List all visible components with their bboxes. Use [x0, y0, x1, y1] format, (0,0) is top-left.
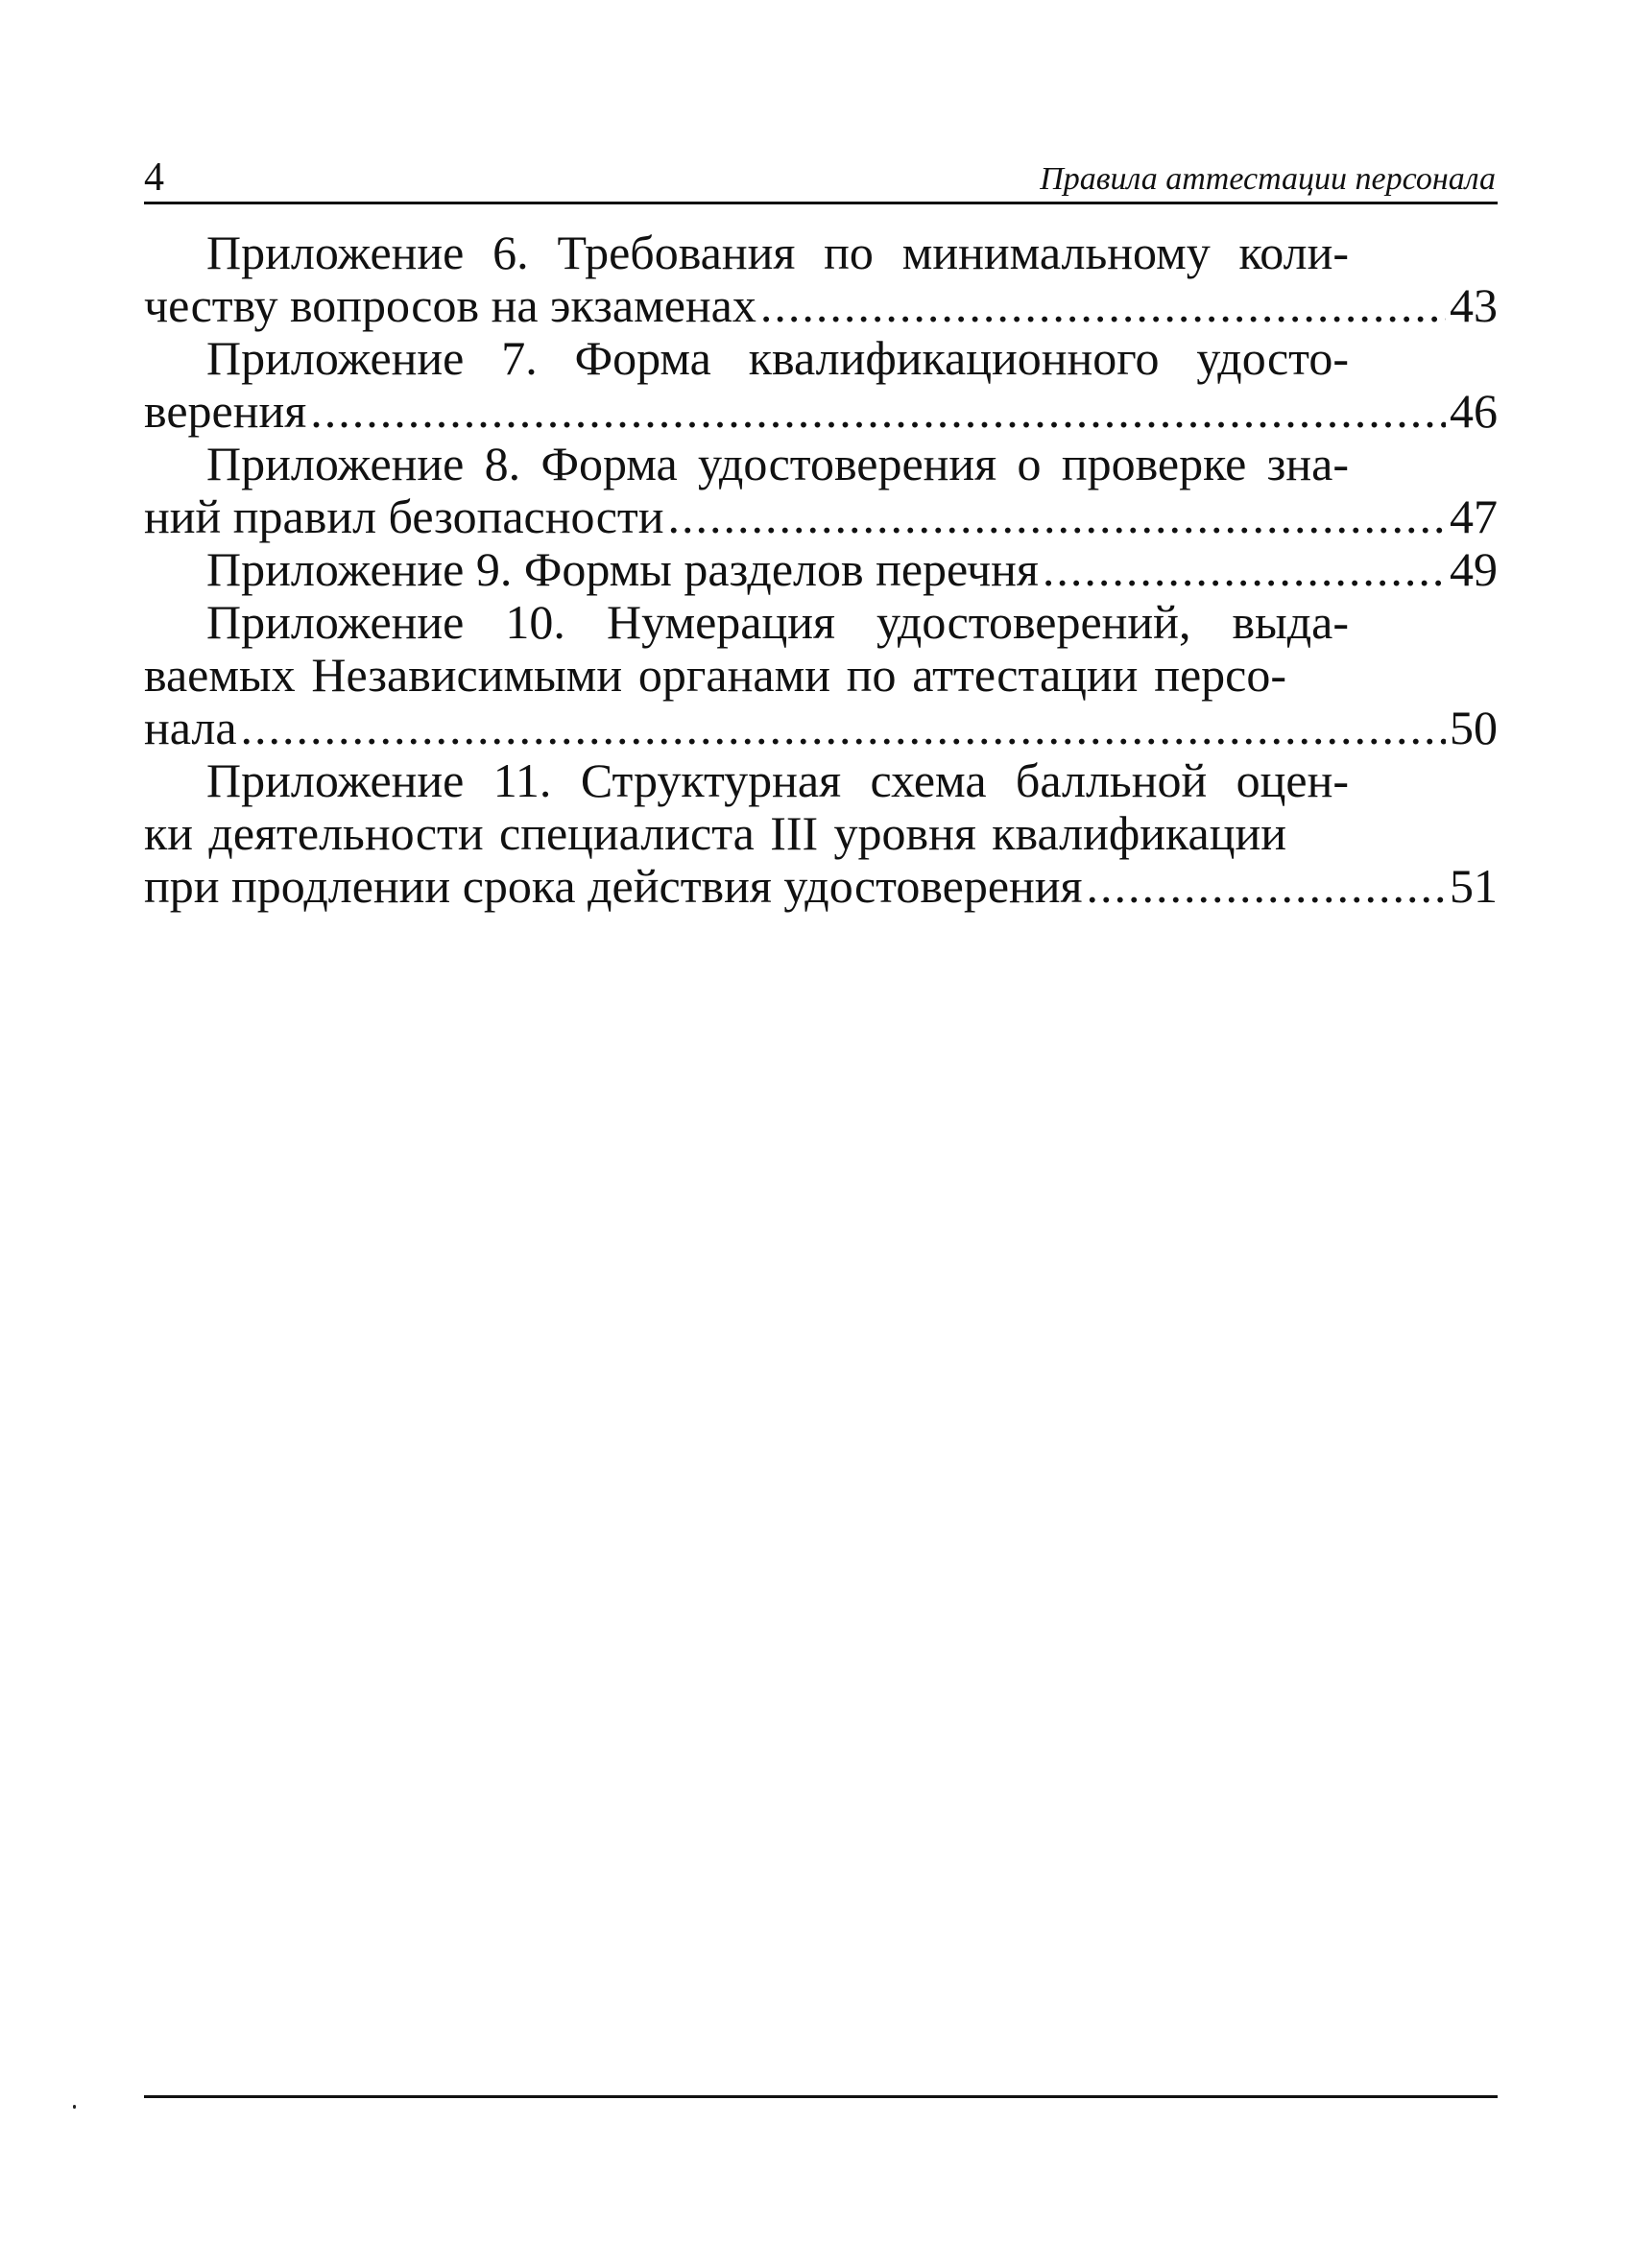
dot-leader: [1043, 543, 1446, 596]
toc-entry-line: ки деятельности специалиста III уровня квалификации: [144, 807, 1286, 860]
table-of-contents: [144, 227, 1498, 913]
toc-page-number: 51: [1450, 859, 1498, 913]
toc-entry-appendix-8[interactable]: [144, 438, 1498, 543]
page-header: [144, 144, 1498, 204]
dot-leader: [1087, 860, 1446, 913]
running-title: Правила аттестации персонала: [1040, 161, 1496, 197]
toc-entry-appendix-7[interactable]: [144, 332, 1498, 438]
toc-page-number: 49: [1450, 542, 1498, 596]
toc-entry-text: нала: [144, 701, 237, 754]
toc-page-number: 47: [1450, 489, 1498, 543]
toc-entry-text: Приложение 9. Формы разделов перечня: [206, 542, 1039, 596]
toc-page-number: 50: [1450, 701, 1498, 754]
toc-entry-line: Приложение 7. Форма квалификационного удосто-: [206, 332, 1349, 385]
toc-entry-last-line: [144, 385, 1498, 438]
page-number: 4: [144, 155, 164, 200]
dot-leader: [760, 279, 1446, 332]
toc-entry-last-line: [144, 860, 1498, 913]
toc-entry-appendix-10[interactable]: [144, 596, 1498, 754]
toc-entry-appendix-6[interactable]: [144, 227, 1498, 332]
toc-page-number: 43: [1450, 278, 1498, 332]
toc-entry-last-line: [144, 490, 1498, 543]
toc-entry-last-line: [144, 543, 1498, 596]
scan-speck: [73, 2105, 76, 2109]
toc-page-number: 46: [1450, 384, 1498, 438]
toc-entry-line: ваемых Независимыми органами по аттестации персо-: [144, 649, 1286, 702]
footer-rule: [144, 2095, 1498, 2098]
dot-leader: [310, 385, 1446, 438]
toc-entry-appendix-11[interactable]: [144, 754, 1498, 913]
toc-entry-text: при продлении срока действия удостоверения: [144, 859, 1083, 913]
toc-entry-text: верения: [144, 384, 307, 438]
toc-entry-line: Приложение 10. Нумерация удостоверений, выда-: [206, 596, 1349, 649]
toc-entry-line: Приложение 8. Форма удостоверения о проверке зна-: [206, 438, 1349, 490]
toc-entry-text: ний правил безопасности: [144, 489, 664, 543]
toc-entry-line: Приложение 11. Структурная схема балльной оцен-: [206, 754, 1349, 807]
toc-entry-line: Приложение 6. Требования по минимальному коли-: [206, 227, 1349, 279]
toc-entry-last-line: [144, 279, 1498, 332]
dot-leader: [241, 702, 1446, 754]
toc-entry-last-line: [144, 702, 1498, 754]
dot-leader: [668, 490, 1446, 543]
toc-entry-text: честву вопросов на экзаменах: [144, 278, 756, 332]
toc-entry-appendix-9[interactable]: [144, 543, 1498, 596]
